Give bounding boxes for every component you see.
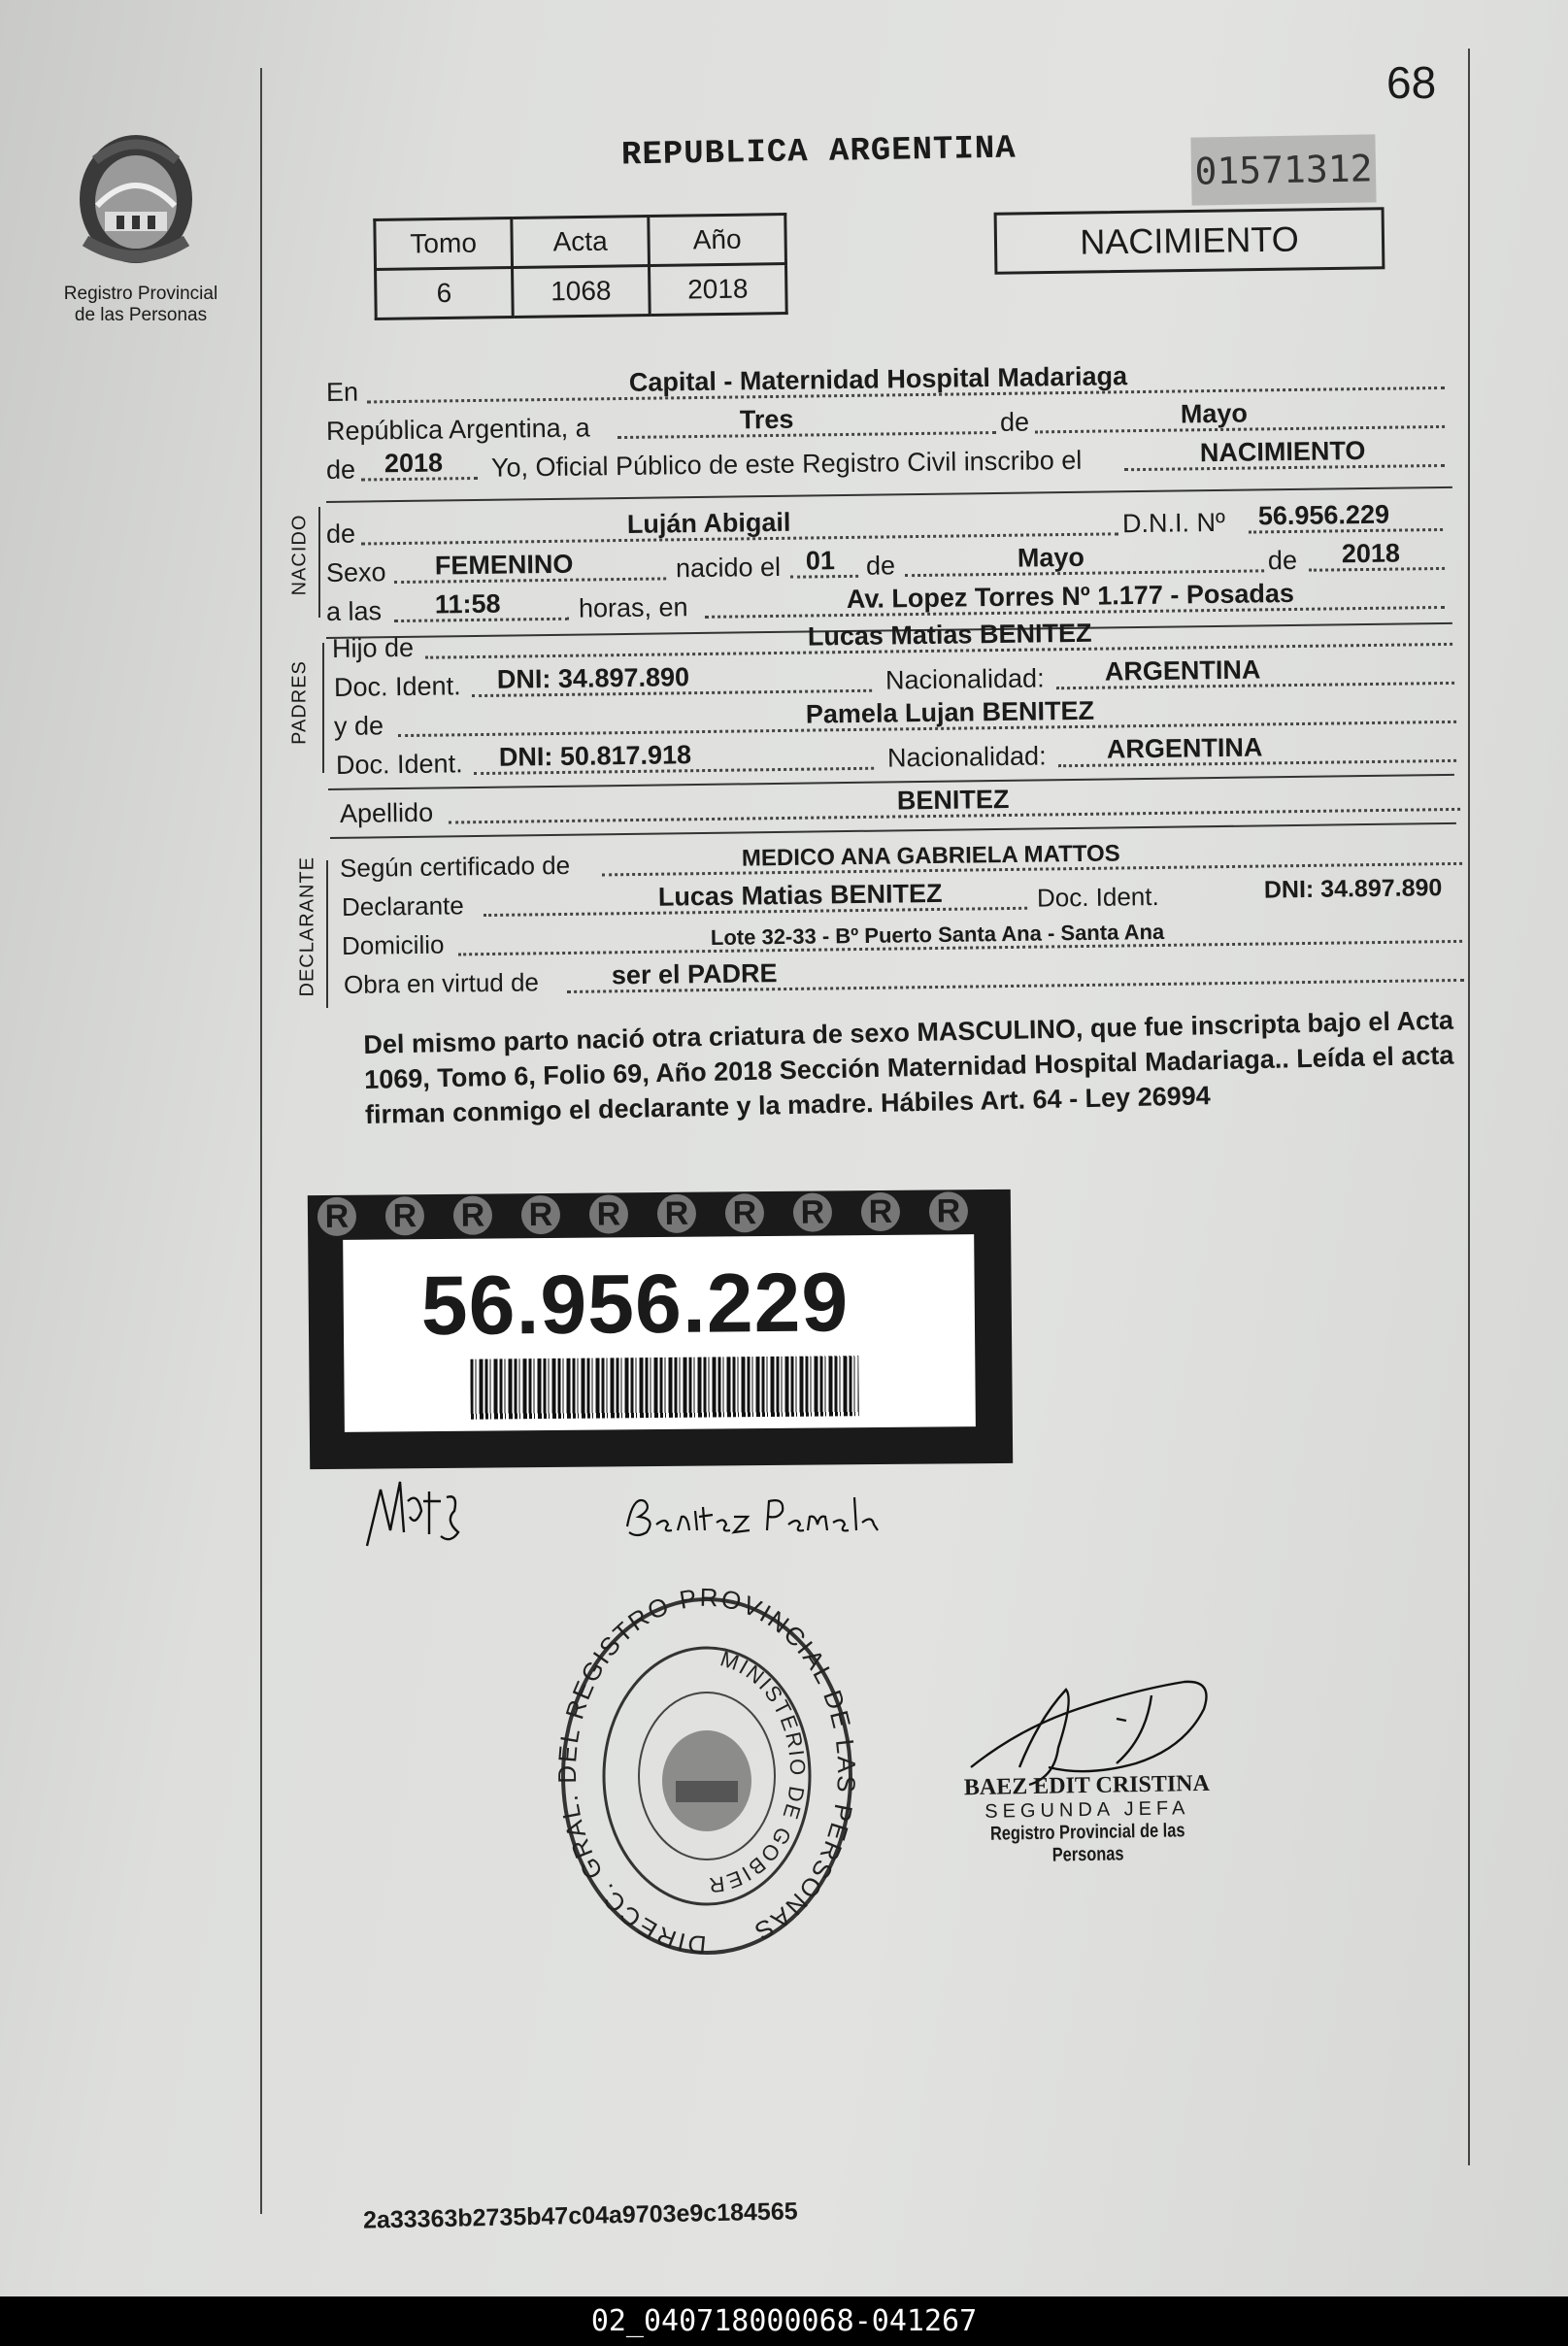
side-label-nacido: NACIDO (288, 514, 311, 596)
record-table-header-row (375, 215, 786, 270)
label-obra-en-virtud: Obra en virtud de (343, 967, 540, 999)
value-anio: 2018 (384, 448, 444, 479)
value-padre-nacionalidad: ARGENTINA (1104, 654, 1261, 687)
value-tipo-acta: NACIMIENTO (1199, 435, 1366, 468)
value-nombre: Luján Abigail (626, 507, 791, 539)
value-certificado: MEDICO ANA GABRIELA MATTOS (741, 840, 1120, 872)
padres-bracket (322, 643, 324, 773)
value-obra-en-virtud: ser el PADRE (611, 958, 778, 990)
label-de-nacido-anio: de (1267, 545, 1298, 576)
record-value-anio: 2018 (649, 264, 786, 316)
declarante-bracket (326, 860, 328, 1008)
label-apellido: Apellido (339, 797, 434, 828)
observation-note: Del mismo parto nació otra criatura de sexo MASCULINO, que fue inscripta bajo el Acta 1069, Tomo 6, Folio 69, Año 2018 Sección Maternidad Hospital Madariaga.. Leída el acta firman conmigo el declarante y la madre. Hábiles Art. 64 - Ley 26994 (363, 1005, 1454, 1129)
record-table (373, 213, 787, 320)
document-title: REPUBLICA ARGENTINA (620, 130, 1017, 175)
value-direccion-nacimiento: Av. Lopez Torres Nº 1.177 - Posadas (846, 578, 1295, 614)
id-number: 56.956.229 (420, 1256, 850, 1354)
file-caption: 02_040718000068-041267 (0, 2296, 1568, 2346)
value-sexo: FEMENINO (434, 549, 574, 581)
value-domicilio: Lote 32-33 - Bº Puerto Santa Ana - Santa Ana (710, 919, 1165, 951)
value-lugar: Capital - Maternidad Hospital Madariaga (628, 361, 1128, 397)
label-nacionalidad-madre: Nacionalidad: (886, 741, 1047, 773)
registry-caption (39, 284, 243, 326)
label-doc-ident-padre: Doc. Ident. (333, 671, 461, 702)
value-dni: 56.956.229 (1257, 499, 1390, 531)
registry-caption-line2: de las Personas (74, 305, 208, 325)
value-apellido: BENITEZ (896, 784, 1010, 816)
side-label-padres: PADRES (288, 660, 311, 745)
record-value-acta: 1068 (513, 266, 651, 318)
id-barcode (470, 1356, 859, 1419)
label-doc-ident-madre: Doc. Ident. (335, 749, 463, 780)
side-label-declarante: DECLARANTE (296, 856, 318, 997)
left-margin-line (260, 68, 262, 2214)
label-de-nombre: de (325, 519, 356, 549)
value-hora: 11:58 (434, 588, 501, 620)
label-domicilio: Domicilio (341, 929, 445, 960)
label-de-mes: de (999, 407, 1030, 437)
record-table-value-row (376, 264, 787, 319)
value-declarante-doc: DNI: 34.897.890 (1263, 874, 1443, 904)
declarante-signature (361, 1472, 468, 1555)
label-declarante: Declarante (341, 890, 464, 922)
nacido-bracket (318, 507, 320, 618)
label-horas-en: horas, en (578, 592, 688, 623)
official-role: SEGUNDA JEFA (984, 1797, 1190, 1823)
label-doc-ident-declarante: Doc. Ident. (1036, 881, 1159, 913)
madre-signature (623, 1488, 885, 1551)
act-type-box: NACIMIENTO (994, 207, 1385, 275)
document-hash: 2a33363b2735b47c04a9703e9c184565 (362, 2197, 798, 2234)
value-declarante: Lucas Matias BENITEZ (657, 878, 943, 912)
value-madre: Pamela Lujan BENITEZ (805, 695, 1095, 729)
official-stamp (921, 1770, 1253, 1869)
value-nacido-anio: 2018 (1341, 538, 1401, 569)
label-nacionalidad-padre: Nacionalidad: (884, 663, 1045, 695)
label-hijo-de: Hijo de (331, 632, 415, 663)
value-mes: Mayo (1180, 398, 1249, 429)
value-padre-doc: DNI: 34.897.890 (496, 662, 690, 694)
label-a-las: a las (325, 596, 383, 626)
label-nacido-el: nacido el (675, 552, 782, 584)
label-segun-certificado: Según certificado de (339, 850, 571, 883)
record-value-tomo: 6 (376, 267, 514, 318)
official-name: BAEZ EDIT CRISTINA (963, 1770, 1211, 1801)
value-dia: Tres (739, 404, 794, 435)
registry-caption-line1: Registro Provincial (63, 284, 218, 304)
official-office: Registro Provincial de las Personas (989, 1820, 1185, 1866)
official-seal (551, 1587, 862, 1970)
seal-inner-text: MINISTERIO DE GOBIER (705, 1646, 811, 1898)
value-padre: Lucas Matias BENITEZ (807, 618, 1092, 652)
value-madre-doc: DNI: 50.817.918 (498, 740, 692, 772)
label-republica: República Argentina, a (325, 413, 590, 446)
page-number: 68 (1386, 57, 1437, 108)
label-de-nacido-mes: de (865, 551, 896, 581)
record-header-acta: Acta (512, 217, 650, 268)
label-y-de: y de (333, 711, 384, 741)
value-madre-nacionalidad: ARGENTINA (1106, 732, 1263, 764)
label-en: En (325, 377, 359, 407)
label-sexo: Sexo (325, 557, 386, 587)
registry-logo (68, 126, 204, 272)
record-header-tomo: Tomo (375, 218, 513, 269)
value-nacido-dia: 01 (805, 546, 836, 576)
serial-number: 01571312 (1190, 134, 1376, 205)
seal-ring-text: DIRECC. GRAL. DEL REGISTRO PROVINCIAL DE LAS PERSONAS (551, 1587, 862, 1961)
id-label: R R R R R R R R R R 56.956.229 (308, 1190, 1013, 1469)
value-nacido-mes: Mayo (1017, 542, 1085, 573)
record-header-anio: Año (649, 215, 786, 266)
label-yo-oficial: Yo, Oficial Público de este Registro Civil inscribo el (490, 445, 1083, 483)
label-dni: D.N.I. Nº (1121, 507, 1226, 539)
label-de-anio: de (325, 454, 356, 485)
id-label-inner (343, 1234, 976, 1432)
